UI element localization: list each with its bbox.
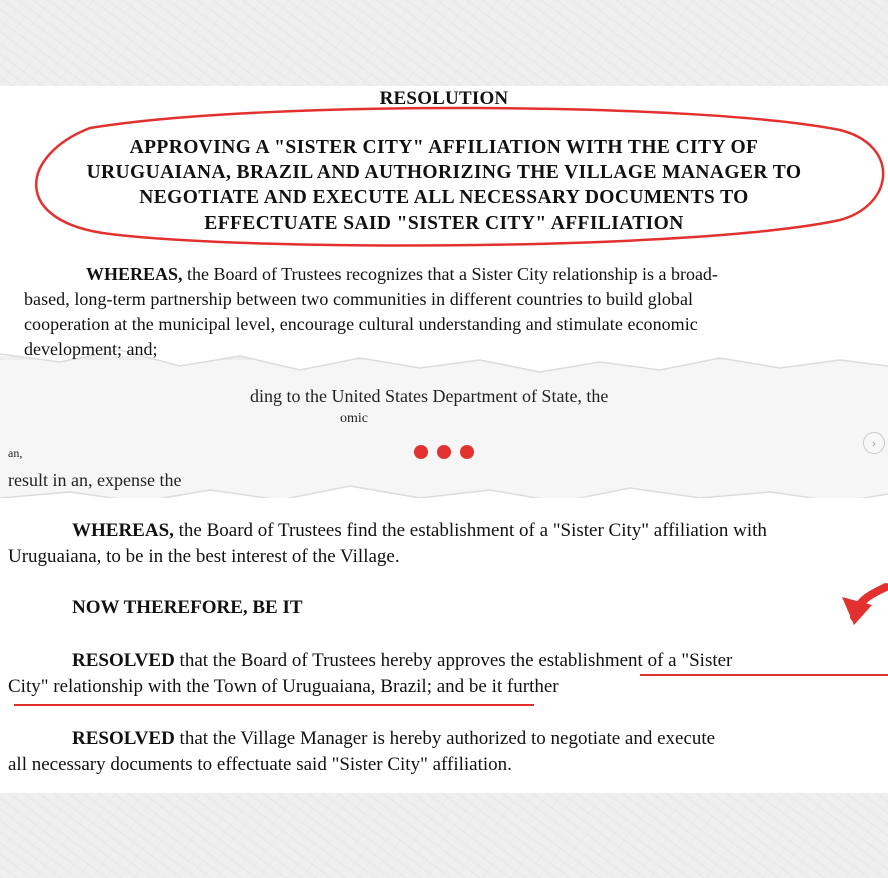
resolved-2-line-1: RESOLVED that the Village Manager is hereby authorized to negotiate and execute: [72, 728, 716, 749]
fragment-text-3: an,: [8, 446, 23, 460]
more-dots-icon: [414, 445, 474, 459]
whereas-2-line-2: Uruguaiana, to be in the best interest of the Village.: [8, 546, 400, 567]
now-therefore-heading: NOW THEREFORE, BE IT: [72, 597, 303, 618]
red-curved-arrow: [838, 575, 888, 635]
resolved-1-line-1: RESOLVED that the Board of Trustees hereby approves the establishment of a "Sister: [72, 650, 733, 671]
dot: [460, 445, 474, 459]
whereas-1-line-3: cooperation at the municipal level, encourage cultural understanding and stimulate economic: [24, 314, 698, 334]
resolved-2-line-2: all necessary documents to effectuate said "Sister City" affiliation.: [8, 754, 512, 775]
whereas-2-line-1: WHEREAS, the Board of Trustees find the establishment of a "Sister City" affiliation with: [72, 520, 767, 541]
fragment-text-2: omic: [340, 411, 368, 426]
headline-line-4: EFFECTUATE SAID "SISTER CITY" AFFILIATION: [204, 213, 684, 234]
red-underline-1: [640, 674, 888, 676]
resolution-title: RESOLUTION: [379, 88, 509, 109]
resolved-1-line-2: City" relationship with the Town of Uruguaiana, Brazil; and be it further: [8, 676, 559, 697]
dot: [414, 445, 428, 459]
fragment-text-4: result in an, expense the: [8, 470, 182, 490]
fragment-text-1: ding to the United States Department of State, the: [250, 386, 609, 406]
headline-line-1: APPROVING A "SISTER CITY" AFFILIATION WITH THE CITY OF: [129, 137, 759, 158]
whereas-1-line-4: development; and;: [24, 339, 158, 359]
chevron-right-icon[interactable]: ›: [863, 432, 885, 454]
headline-line-3: NEGOTIATE AND EXECUTE ALL NECESSARY DOCUMENTS TO: [139, 187, 749, 208]
whereas-1-line-1: WHEREAS, the Board of Trustees recognizes that a Sister City relationship is a broad-: [86, 264, 718, 284]
headline-line-2: URUGUAIANA, BRAZIL AND AUTHORIZING THE VILLAGE MANAGER TO: [86, 162, 802, 183]
whereas-1-line-2: based, long-term partnership between two communities in different countries to build global: [24, 289, 694, 309]
dot: [437, 445, 451, 459]
red-underline-2: [14, 704, 534, 706]
